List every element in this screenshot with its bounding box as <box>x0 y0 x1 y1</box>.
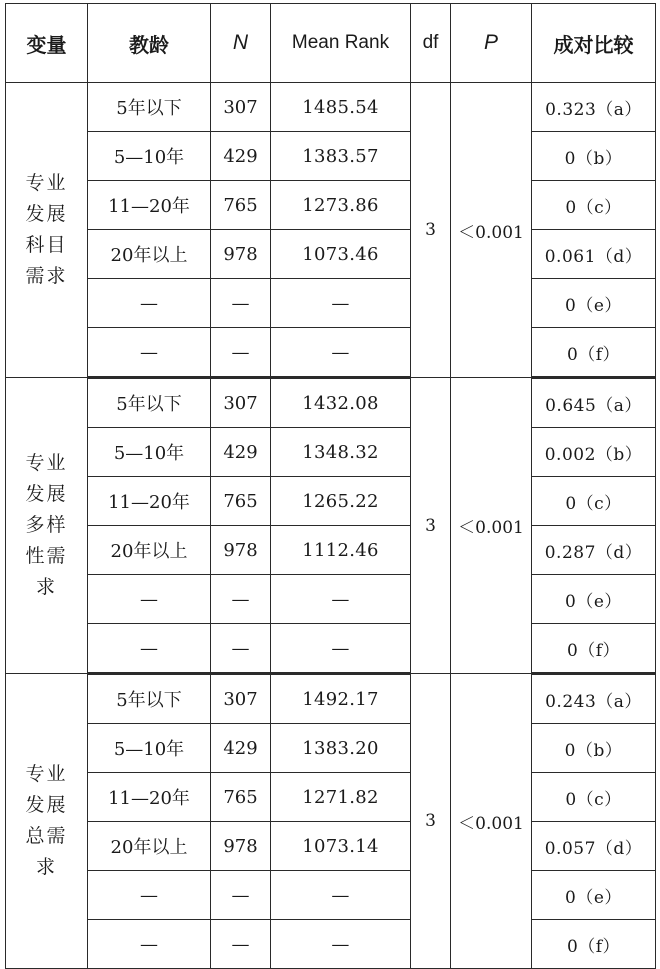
mean-rank-cell: 1265.22 <box>271 477 411 526</box>
table-row <box>6 132 656 181</box>
df-cell: 3 <box>411 674 451 969</box>
header-p: P <box>451 4 532 83</box>
n-cell: 765 <box>211 477 271 526</box>
pairwise-cell: 0（f） <box>532 920 656 969</box>
df-cell: 3 <box>411 378 451 674</box>
seniority-cell: 5年以下 <box>88 378 211 428</box>
seniority-cell: 5—10年 <box>88 724 211 773</box>
df-cell: 3 <box>411 83 451 378</box>
seniority-cell: 20年以上 <box>88 526 211 575</box>
table-row <box>6 773 656 822</box>
mean-rank-cell: 1348.32 <box>271 428 411 477</box>
pairwise-cell: 0（c） <box>532 477 656 526</box>
header-pairwise: 成对比较 <box>532 4 656 83</box>
mean-rank-cell: 1271.82 <box>271 773 411 822</box>
n-cell: 307 <box>211 674 271 724</box>
pairwise-cell: 0（e） <box>532 871 656 920</box>
seniority-cell: — <box>88 575 211 624</box>
n-cell: — <box>211 279 271 328</box>
n-cell: 429 <box>211 428 271 477</box>
seniority-cell: — <box>88 920 211 969</box>
n-cell: 978 <box>211 230 271 279</box>
p-cell: ＜0.001 <box>451 674 532 969</box>
seniority-cell: 5年以下 <box>88 83 211 132</box>
header-variable: 变量 <box>6 4 88 83</box>
mean-rank-cell: 1383.57 <box>271 132 411 181</box>
pairwise-cell: 0.057（d） <box>532 822 656 871</box>
variable-cell: 专业发展科目需求 <box>6 83 88 378</box>
pairwise-cell: 0（e） <box>532 279 656 328</box>
mean-rank-cell: 1112.46 <box>271 526 411 575</box>
n-cell: 307 <box>211 83 271 132</box>
n-cell: 429 <box>211 724 271 773</box>
pairwise-cell: 0.287（d） <box>532 526 656 575</box>
table-header <box>6 4 656 83</box>
n-cell: 978 <box>211 526 271 575</box>
seniority-cell: — <box>88 624 211 674</box>
mean-rank-cell: 1492.17 <box>271 674 411 724</box>
seniority-cell: 5年以下 <box>88 674 211 724</box>
table-row <box>6 624 656 674</box>
header-row <box>6 4 656 83</box>
pairwise-cell: 0（c） <box>532 181 656 230</box>
mean-rank-cell: 1485.54 <box>271 83 411 132</box>
seniority-cell: 11—20年 <box>88 477 211 526</box>
n-cell: — <box>211 871 271 920</box>
mean-rank-cell: — <box>271 871 411 920</box>
table-row <box>6 230 656 279</box>
header-seniority: 教龄 <box>88 4 211 83</box>
table-row <box>6 822 656 871</box>
mean-rank-cell: 1383.20 <box>271 724 411 773</box>
table-row <box>6 871 656 920</box>
seniority-cell: — <box>88 871 211 920</box>
pairwise-cell: 0.061（d） <box>532 230 656 279</box>
table-row <box>6 526 656 575</box>
n-cell: — <box>211 624 271 674</box>
mean-rank-cell: — <box>271 624 411 674</box>
mean-rank-cell: 1073.14 <box>271 822 411 871</box>
header-mean-rank: Mean Rank <box>271 4 411 83</box>
mean-rank-cell: 1432.08 <box>271 378 411 428</box>
pairwise-cell: 0（f） <box>532 328 656 378</box>
n-cell: 765 <box>211 181 271 230</box>
table-row <box>6 328 656 378</box>
seniority-cell: — <box>88 328 211 378</box>
p-cell: ＜0.001 <box>451 83 532 378</box>
seniority-cell: 11—20年 <box>88 773 211 822</box>
p-cell: ＜0.001 <box>451 378 532 674</box>
table-row <box>6 920 656 969</box>
pairwise-cell: 0.002（b） <box>532 428 656 477</box>
mean-rank-cell: — <box>271 575 411 624</box>
pairwise-cell: 0（b） <box>532 724 656 773</box>
mean-rank-cell: 1273.86 <box>271 181 411 230</box>
seniority-cell: 5—10年 <box>88 132 211 181</box>
pairwise-cell: 0.645（a） <box>532 378 656 428</box>
seniority-cell: 11—20年 <box>88 181 211 230</box>
n-cell: 307 <box>211 378 271 428</box>
n-cell: — <box>211 575 271 624</box>
variable-cell: 专业发展多样性需求 <box>6 378 88 674</box>
n-cell: — <box>211 920 271 969</box>
table-body <box>6 83 656 969</box>
header-n: N <box>211 4 271 83</box>
n-cell: 978 <box>211 822 271 871</box>
mean-rank-cell: — <box>271 920 411 969</box>
seniority-cell: 5—10年 <box>88 428 211 477</box>
pairwise-cell: 0（f） <box>532 624 656 674</box>
mean-rank-cell: — <box>271 279 411 328</box>
seniority-cell: — <box>88 279 211 328</box>
table-row <box>6 83 656 132</box>
table-row <box>6 674 656 724</box>
table-row <box>6 181 656 230</box>
pairwise-cell: 0（e） <box>532 575 656 624</box>
table-row <box>6 575 656 624</box>
n-cell: 765 <box>211 773 271 822</box>
pairwise-cell: 0.243（a） <box>532 674 656 724</box>
n-cell: — <box>211 328 271 378</box>
pairwise-cell: 0（b） <box>532 132 656 181</box>
table-row <box>6 477 656 526</box>
header-df: df <box>411 4 451 83</box>
pairwise-cell: 0（c） <box>532 773 656 822</box>
table-row <box>6 279 656 328</box>
table-row <box>6 724 656 773</box>
seniority-cell: 20年以上 <box>88 230 211 279</box>
seniority-cell: 20年以上 <box>88 822 211 871</box>
variable-cell: 专业发展总需求 <box>6 674 88 969</box>
mean-rank-cell: — <box>271 328 411 378</box>
statistics-table <box>5 3 656 969</box>
pairwise-cell: 0.323（a） <box>532 83 656 132</box>
table-row <box>6 378 656 428</box>
table-row <box>6 428 656 477</box>
n-cell: 429 <box>211 132 271 181</box>
mean-rank-cell: 1073.46 <box>271 230 411 279</box>
